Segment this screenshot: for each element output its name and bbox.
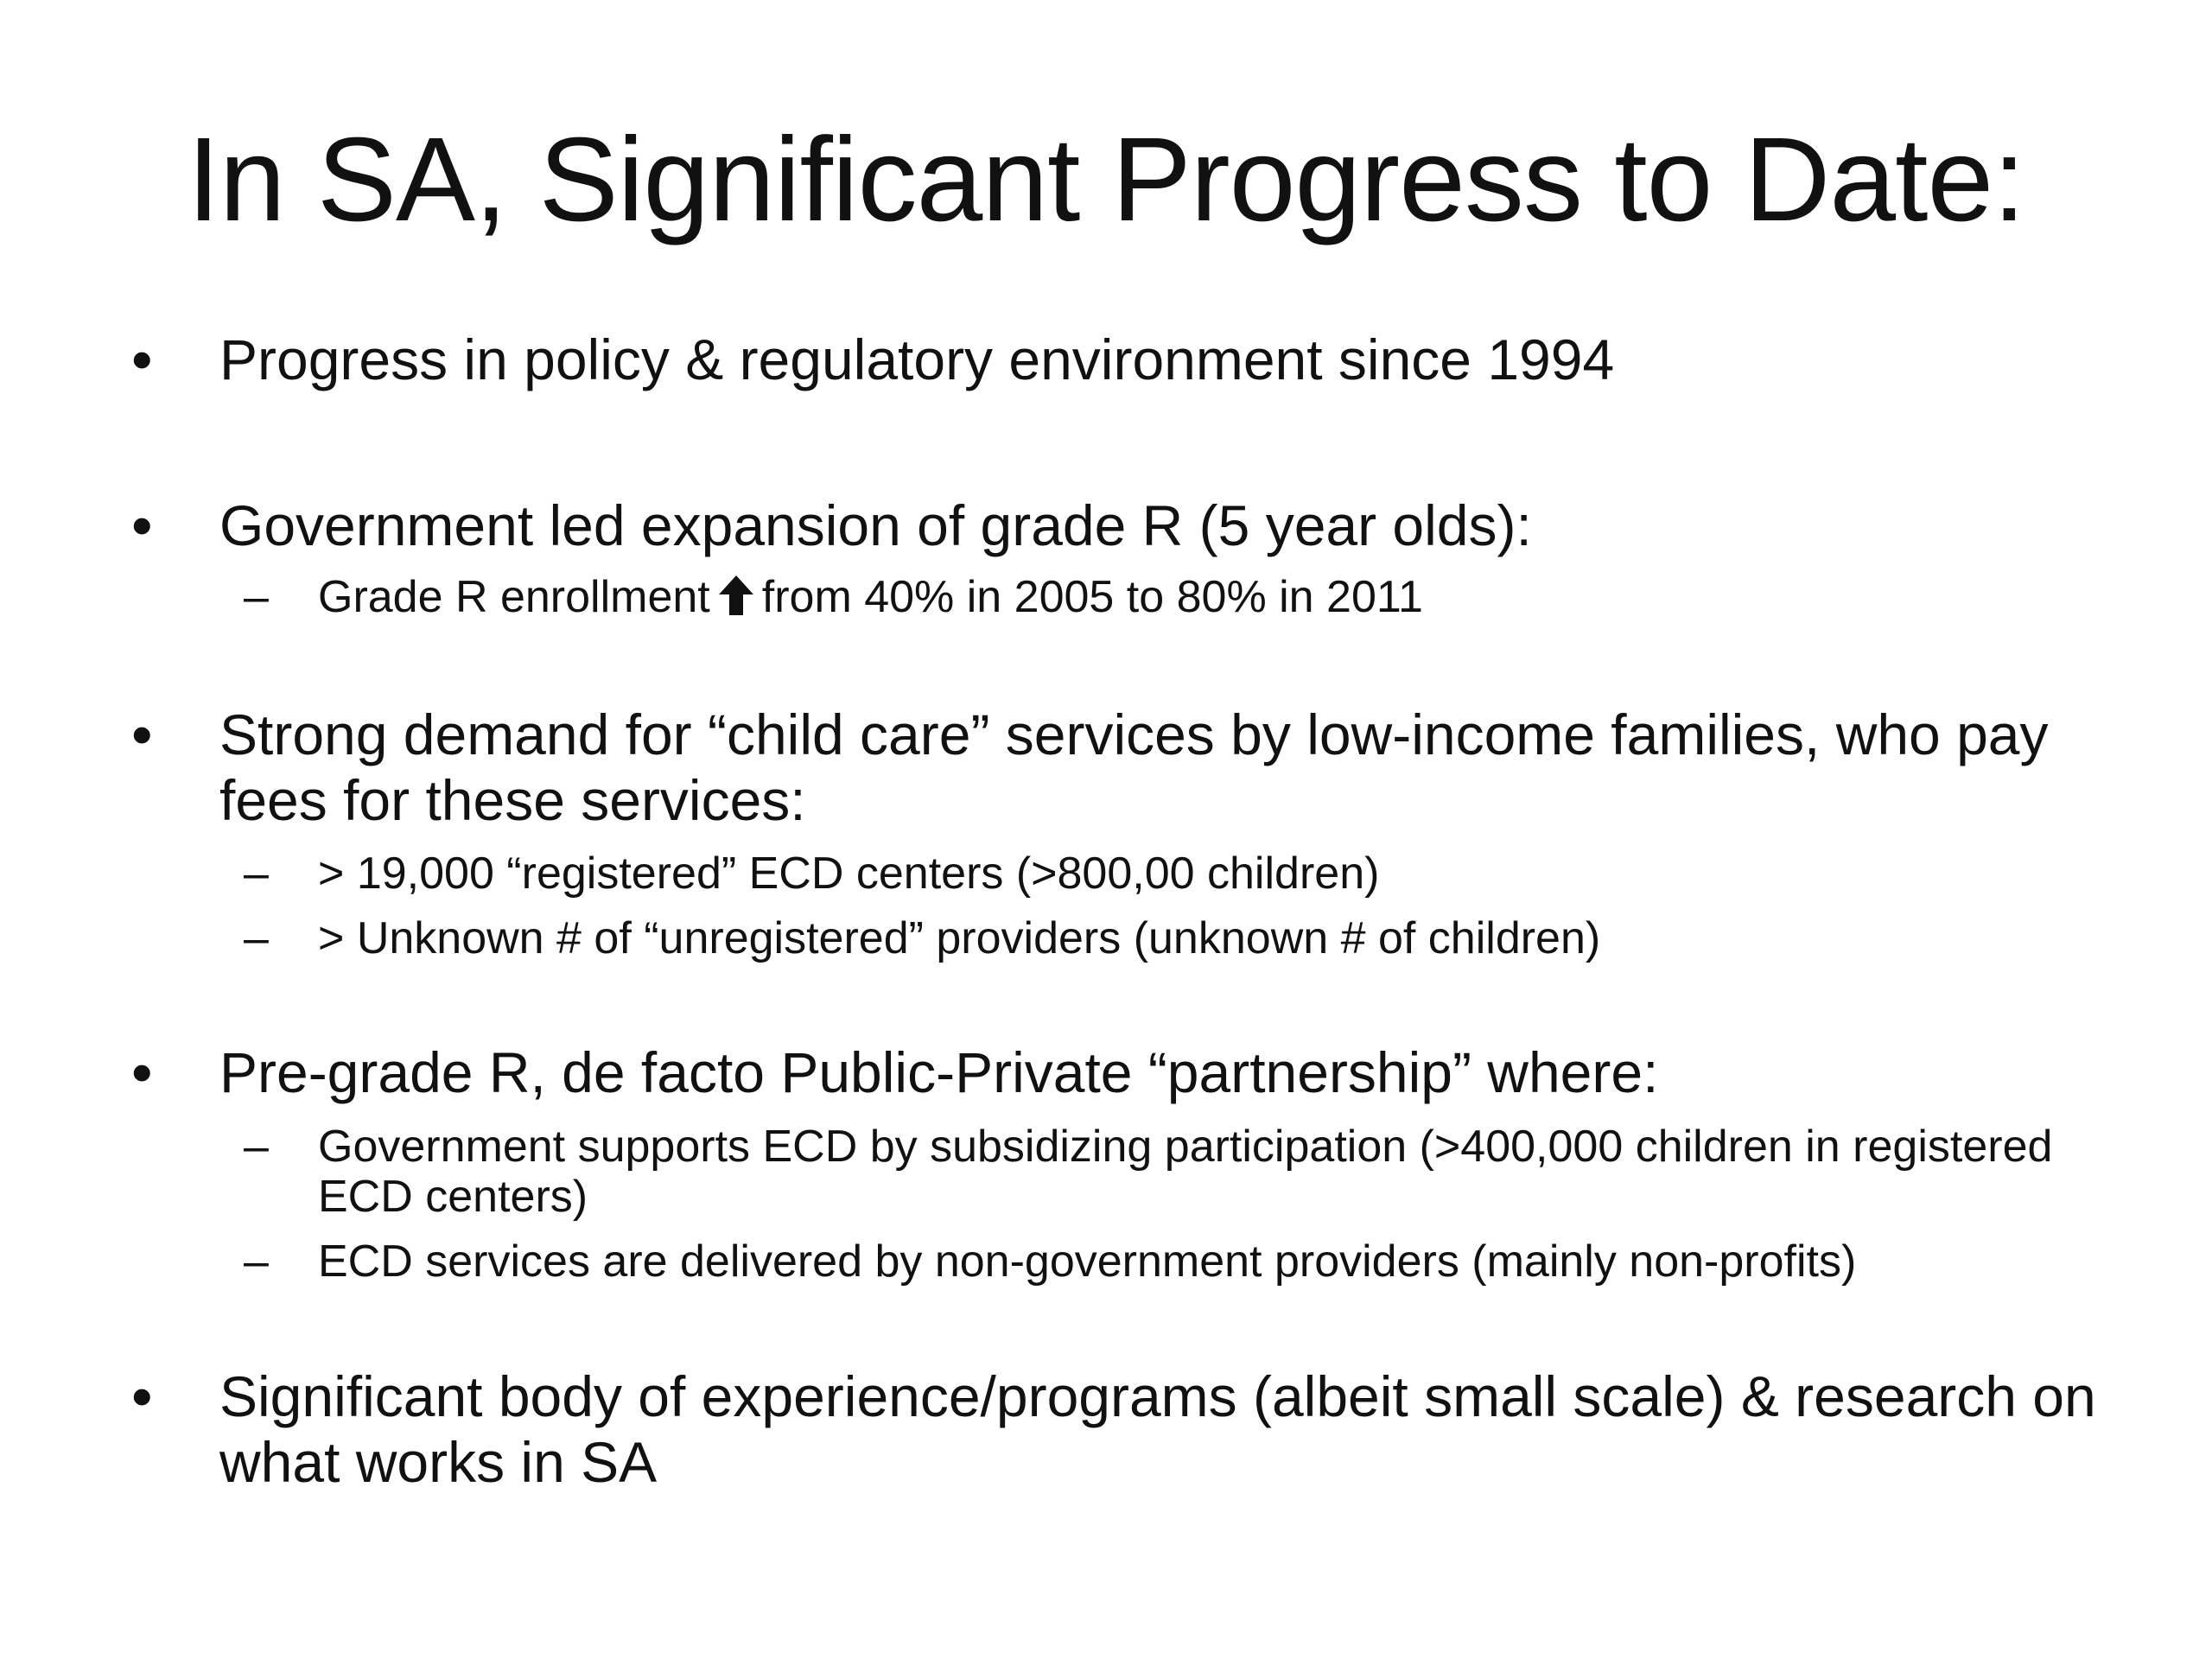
sub-text-before: Grade R enrollment: [318, 572, 710, 622]
sub-marker: –: [244, 1236, 269, 1287]
bullet-marker: •: [131, 1363, 153, 1430]
bullet-text: Government led expansion of grade R (5 year olds):: [219, 493, 1532, 557]
slide-title: In SA, Significant Progress to Date:: [187, 113, 2025, 246]
sub-text-after: from 40% in 2005 to 80% in 2011: [761, 572, 1423, 622]
bullet-marker: •: [131, 1039, 153, 1106]
bullet-text: Strong demand for “child care” services by low-income families, who pay fees for these services:: [219, 702, 2049, 832]
bullet-marker: •: [131, 701, 153, 768]
sub-marker: –: [244, 572, 269, 622]
up-arrow-icon: [717, 574, 755, 627]
sub-marker: –: [244, 913, 269, 963]
sub-text: [318, 572, 2098, 627]
sub-text: > 19,000 “registered” ECD centers (>800,00 children): [318, 849, 1380, 899]
bullet-marker: •: [131, 492, 153, 559]
sub-marker: –: [244, 849, 269, 899]
bullet-text: Pre-grade R, de facto Public-Private “partnership” where:: [219, 1040, 1659, 1104]
bullet-text: Progress in policy & regulatory environment since 1994: [219, 327, 1615, 391]
bullet-marker: •: [131, 326, 153, 393]
sub-text: Government supports ECD by subsidizing participation (>400,000 children in registered ECD centers): [318, 1122, 2053, 1222]
sub-marker: –: [244, 1122, 269, 1172]
sub-text: ECD services are delivered by non-government providers (mainly non-profits): [318, 1236, 1857, 1287]
bullet-text: Significant body of experience/programs (albeit small scale) & research on what works in SA: [219, 1364, 2096, 1494]
sub-text: > Unknown # of “unregistered” providers (unknown # of children): [318, 913, 1601, 963]
